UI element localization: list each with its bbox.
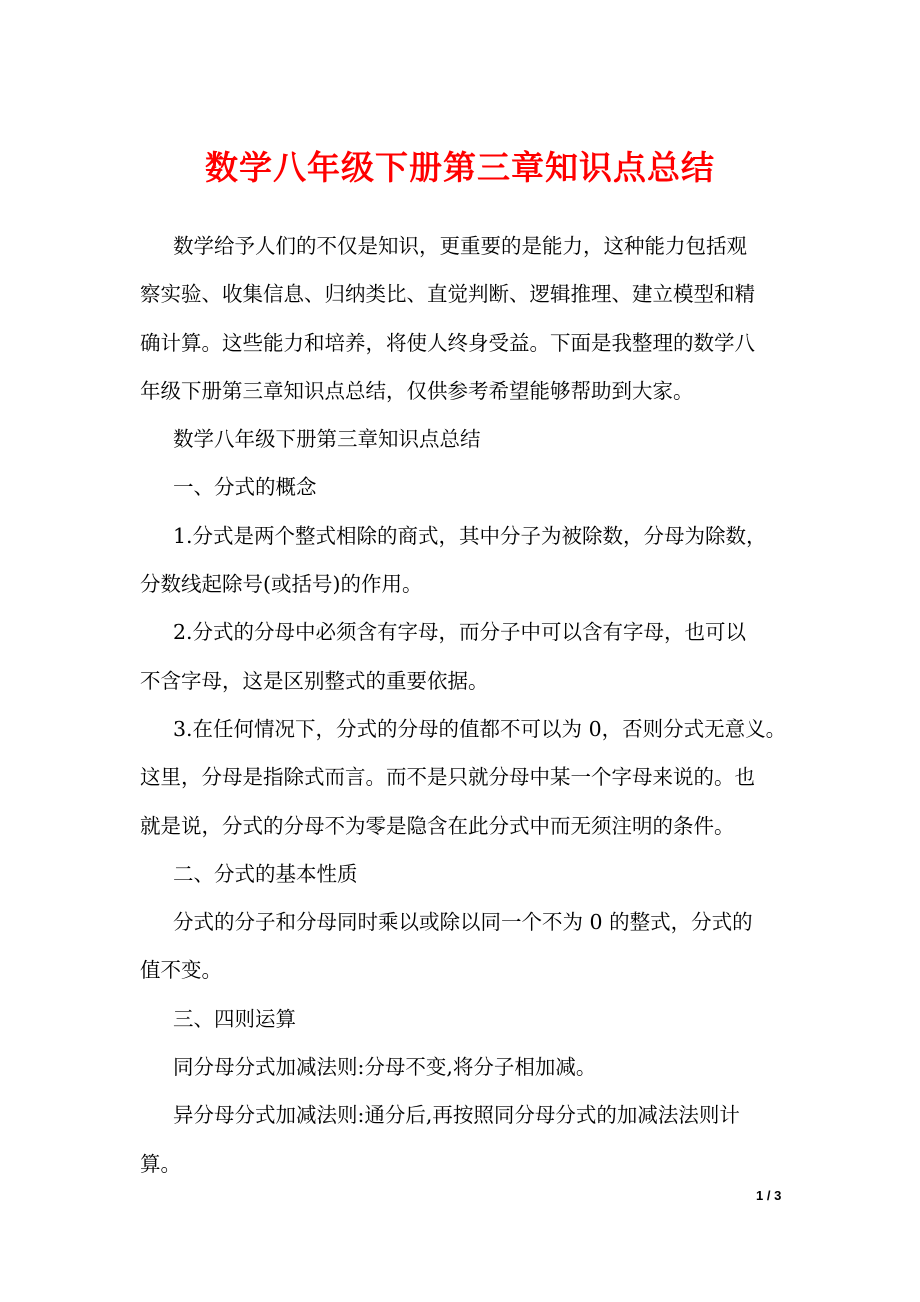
text-line: 数学八年级下册第三章知识点总结 [173, 427, 481, 452]
text-line: 确计算。这些能力和培养，将使人终身受益。下面是我整理的数学八 [140, 330, 755, 355]
text-line: 3.在任何情况下，分式的分母的值都不可以为 0，否则分式无意义。 [173, 716, 787, 741]
text-line: 同分母分式加减法则:分母不变,将分子相加减。 [173, 1055, 597, 1080]
text-line: 值不变。 [140, 958, 222, 983]
text-line: 三、四则运算 [173, 1006, 296, 1031]
text-line: 分式的分子和分母同时乘以或除以同一个不为 0 的整式，分式的 [173, 910, 753, 935]
text-line: 数学给予人们的不仅是知识，更重要的是能力，这种能力包括观 [173, 234, 747, 258]
text-line: 就是说，分式的分母不为零是隐含在此分式中而无须注明的条件。 [140, 813, 735, 838]
text-line: 一、分式的概念 [173, 475, 317, 500]
document-body [140, 222, 800, 1188]
page-number: 1 / 3 [756, 1188, 782, 1203]
text-line: 不含字母，这是区别整式的重要依据。 [140, 668, 489, 693]
text-line: 2.分式的分母中必须含有字母，而分子中可以含有字母，也可以 [173, 620, 747, 645]
text-line: 年级下册第三章知识点总结，仅供参考希望能够帮助到大家。 [140, 378, 694, 403]
text-line: 这里，分母是指除式而言。而不是只就分母中某一个字母来说的。也 [140, 765, 755, 790]
text-line: 二、分式的基本性质 [173, 861, 358, 886]
text-line: 分数线起除号(或括号)的作用。 [140, 572, 423, 597]
text-line: 算。 [140, 1151, 181, 1176]
document-title: 数学八年级下册第三章知识点总结 [205, 148, 715, 187]
text-line: 1.分式是两个整式相除的商式，其中分子为被除数，分母为除数， [173, 523, 767, 548]
text-line: 察实验、收集信息、归纳类比、直觉判断、逻辑推理、建立模型和精 [140, 282, 755, 307]
text-line: 异分母分式加减法则:通分后,再按照同分母分式的加减法法则计 [173, 1103, 740, 1128]
